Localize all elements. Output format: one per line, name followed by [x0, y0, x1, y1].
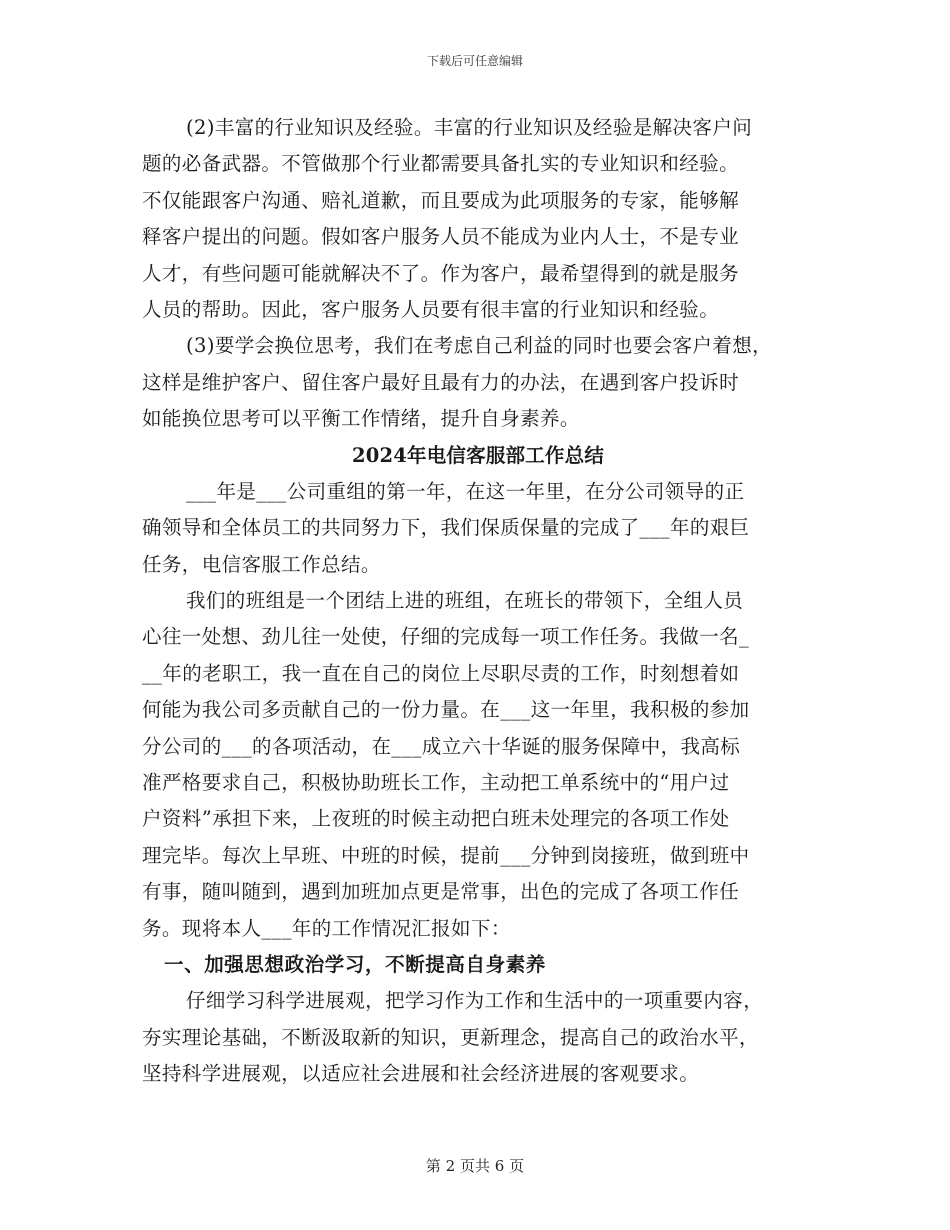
paragraph-line: 坚持科学进展观，以适应社会进展和社会经济进展的客观要求。 [142, 1062, 700, 1086]
paragraph-line: 务。现将本人___年的工作情况汇报如下： [142, 916, 511, 940]
paragraph-line: 何能为我公司多贡献自己的一份力量。在___这一年里，我积极的参加 [142, 698, 750, 722]
paragraph-line: (2)丰富的行业知识及经验。丰富的行业知识及经验是解决客户问 [186, 116, 753, 139]
paragraph-line: 任务，电信客服工作总结。 [142, 552, 381, 576]
page-footer: 第 2 页共 6 页 [425, 1157, 525, 1175]
paragraph-line: 人员的帮助。因此，客户服务人员要有很丰富的行业知识和经验。 [142, 297, 720, 321]
paragraph-line: (3)要学会换位思考，我们在考虑自己利益的同时也要会客户着想， [186, 334, 773, 358]
paragraph-line: 我们的班组是一个团结上进的班组，在班长的带领下，全组人员 [186, 589, 744, 613]
paragraph-line: 如能换位思考可以平衡工作情绪，提升自身素养。 [142, 407, 580, 431]
page-header: 下载后可任意编辑 [426, 54, 523, 68]
paragraph-line: 仔细学习科学进展观，把学习作为工作和生活中的一项重要内容， [186, 989, 764, 1013]
paragraph-line: 释客户提出的问题。假如客户服务人员不能成为业内人士，不是专业 [142, 225, 740, 249]
paragraph-line: 分公司的___的各项活动，在___成立六十华诞的服务保障中，我高标 [142, 734, 741, 758]
paragraph-line: 这样是维护客户、留住客户最好且最有力的办法，在遇到客户投诉时 [142, 370, 740, 394]
paragraph-line: 不仅能跟客户沟通、赔礼道歉，而且要成为此项服务的专家，能够解 [142, 188, 740, 212]
paragraph-line: 题的必备武器。不管做那个行业都需要具备扎实的专业知识和经验。 [142, 152, 740, 176]
paragraph-line: 准严格要求自己，积极协助班长工作，主动把工单系统中的“用户过 [142, 771, 730, 795]
paragraph-line: 户资料”承担下来，上夜班的时候主动把白班未处理完的各项工作处 [142, 807, 730, 831]
paragraph-line: 确领导和全体员工的共同努力下，我们保质保量的完成了___年的艰巨 [142, 516, 750, 540]
paragraph-line: 有事，随叫随到，遇到加班加点更是常事，出色的完成了各项工作任 [142, 880, 740, 904]
paragraph-line: ___年是___公司重组的第一年，在这一年里，在分公司领导的正 [186, 479, 745, 503]
paragraph-line: 心往一处想、劲儿往一处使，仔细的完成每一项工作任务。我做一名_ [142, 625, 750, 649]
paragraph-line: 夯实理论基础，不断汲取新的知识，更新理念，提高自己的政治水平， [142, 1025, 759, 1049]
section-heading: 一、加强思想政治学习，不断提高自身素养 [164, 952, 546, 976]
document-body [142, 110, 814, 1093]
paragraph-line: 理完毕。每次上早班、中班的时候，提前___分钟到岗接班，做到班中 [142, 843, 750, 867]
paragraph-line: __年的老职工，我一直在自己的岗位上尽职尽责的工作，时刻想着如 [142, 661, 740, 685]
paragraph-line: 人才，有些问题可能就解决不了。作为客户，最希望得到的就是服务 [142, 261, 740, 285]
document-title: 2024年电信客服部工作总结 [351, 443, 605, 467]
